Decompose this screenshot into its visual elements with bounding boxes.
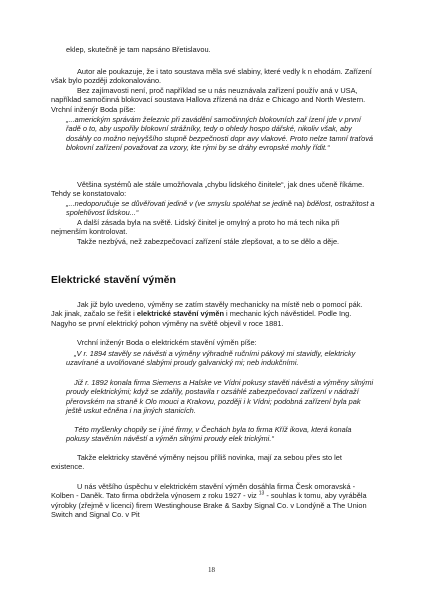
- paragraph-ckd: [51, 482, 376, 519]
- paragraph-boda-intro: Vrchní inženýr Boda o elektrickém stavění výměn píše:: [77, 338, 257, 347]
- paragraph-principle: A další zásada byla na světě. Lidský činitel je omylný a proto ho má tech nika při nejmenším kontrolovat.: [51, 218, 340, 237]
- quote-human-reliability-plain: ně na): [283, 199, 305, 208]
- quote-krizik: Této myšlenky chopily se i jiné firmy, v Čechách byla to firma Kříž ikova, která konala pokusy stavěním návěstí a výměn silnými proudy elek trickými.“: [66, 425, 352, 444]
- page-number: 18: [208, 566, 215, 574]
- paragraph-ckd-end: - souhlas k tomu, aby vyráběla výrobky (zřejmě v licenci) firem Westinghouse Brake & Saxby Signal Co. v Londýně a The Union Switch and Signal Co. v Pit: [51, 491, 367, 519]
- paragraph-electric-switches: [51, 300, 376, 328]
- quote-human-reliability-start: „...nedoporučuje se důvěřovati jedině v (ve smyslu spoléhat se jedi: [66, 199, 284, 208]
- paragraph-ckd-start: U nás většího úspěchu v elektrickém stavění výměn dosáhla firma Česk omoravská - Kolben - Daněk. Tato firma obdržela výnosem z roku 1927 - viz: [51, 482, 356, 501]
- quote-american-railways: „...americkým správám železnic při zavádění samočinných blokovních zař ízení jde v první řadě o to, aby uspořily blokovní strážníky, tedy o ohledy hospo dářské, nikoliv však, aby dosáhly co možno nejvyššího stupně bezpečnosti dopr avy vlakové. Proto nelze tamní traťová blokovní zařízení považovat za vzory, kte rými by se dráhy evropské mohly řídit.“: [66, 115, 374, 152]
- footnote-reference: 13: [258, 490, 265, 497]
- paragraph-continuation: eklep, skutečně je tam napsáno Břetislavou.: [66, 45, 211, 54]
- paragraph-hundred-years: Takže elektricky stavěné výměny nejsou příliš novinka, mají za sebou přes sto let existence.: [51, 453, 342, 472]
- quote-siemens-halske: Již r. 1892 konala firma Siemens a Halske ve Vídni pokusy stavěti návěsti a výměny silnými proudy elektrickými; když se zdařily, postavila r ozsáhlé zabezpečovací zařízení v nádraží přerovském na straně k Olo mouci a Krakovu, později i k Vídni; podobná zařízení byla pak ještě uskut ečněna i na jiných stanicích.: [66, 378, 374, 415]
- paragraph-human-factor: Většina systémů ale stále umožňovala „chybu lidského činitele“, jak dnes učeně říkáme. Tehdy se konstatovalo:: [51, 180, 365, 199]
- quote-1894: „V r. 1894 stavěly se návěsti a výměny výhradně ručními pákový mi stavidly, elektricky uzavírané a uvolňované slabými proudy galvanický mi; neb indukčními.: [66, 349, 356, 368]
- section-heading: Elektrické stavění výměn: [51, 274, 176, 286]
- paragraph-weaknesses: Autor ale poukazuje, že i tato soustava měla své slabiny, které vedly k n ehodám. Zařízení však bylo později zdokonalováno.: [51, 67, 372, 86]
- paragraph-electric-switches-end: i mechanic kých návěstidel. Podle Ing. Nagyho se první elektrický pohon výměny na světě objevil v roce 1881.: [51, 309, 352, 328]
- bold-term-electric-switching: elektrické stavění výměn: [136, 309, 224, 319]
- quote-human-reliability: [66, 199, 376, 218]
- paragraph-usa-systems: Bez zajímavosti není, proč například se u nás neuznávala zařízení použív aná v USA, například samočinná blokovací soustava Hallova zřízená na dráz e Chicago and North Western. Vrchní inženýr Boda píše:: [51, 86, 366, 114]
- paragraph-electric-switches-start: Jak již bylo uvedeno, výměny se zatím stavěly mechanicky na místě neb o pomocí pák. Jak jinak, začalo se řešit i: [51, 300, 363, 319]
- quote-human-reliability-end: bdělost, ostražitost a spolehlivost lidskou...“: [66, 199, 375, 218]
- paragraph-improvement: Takže nezbývá, než zabezpečovací zařízení stále zlepšovat, a to se dělo a děje.: [77, 237, 340, 246]
